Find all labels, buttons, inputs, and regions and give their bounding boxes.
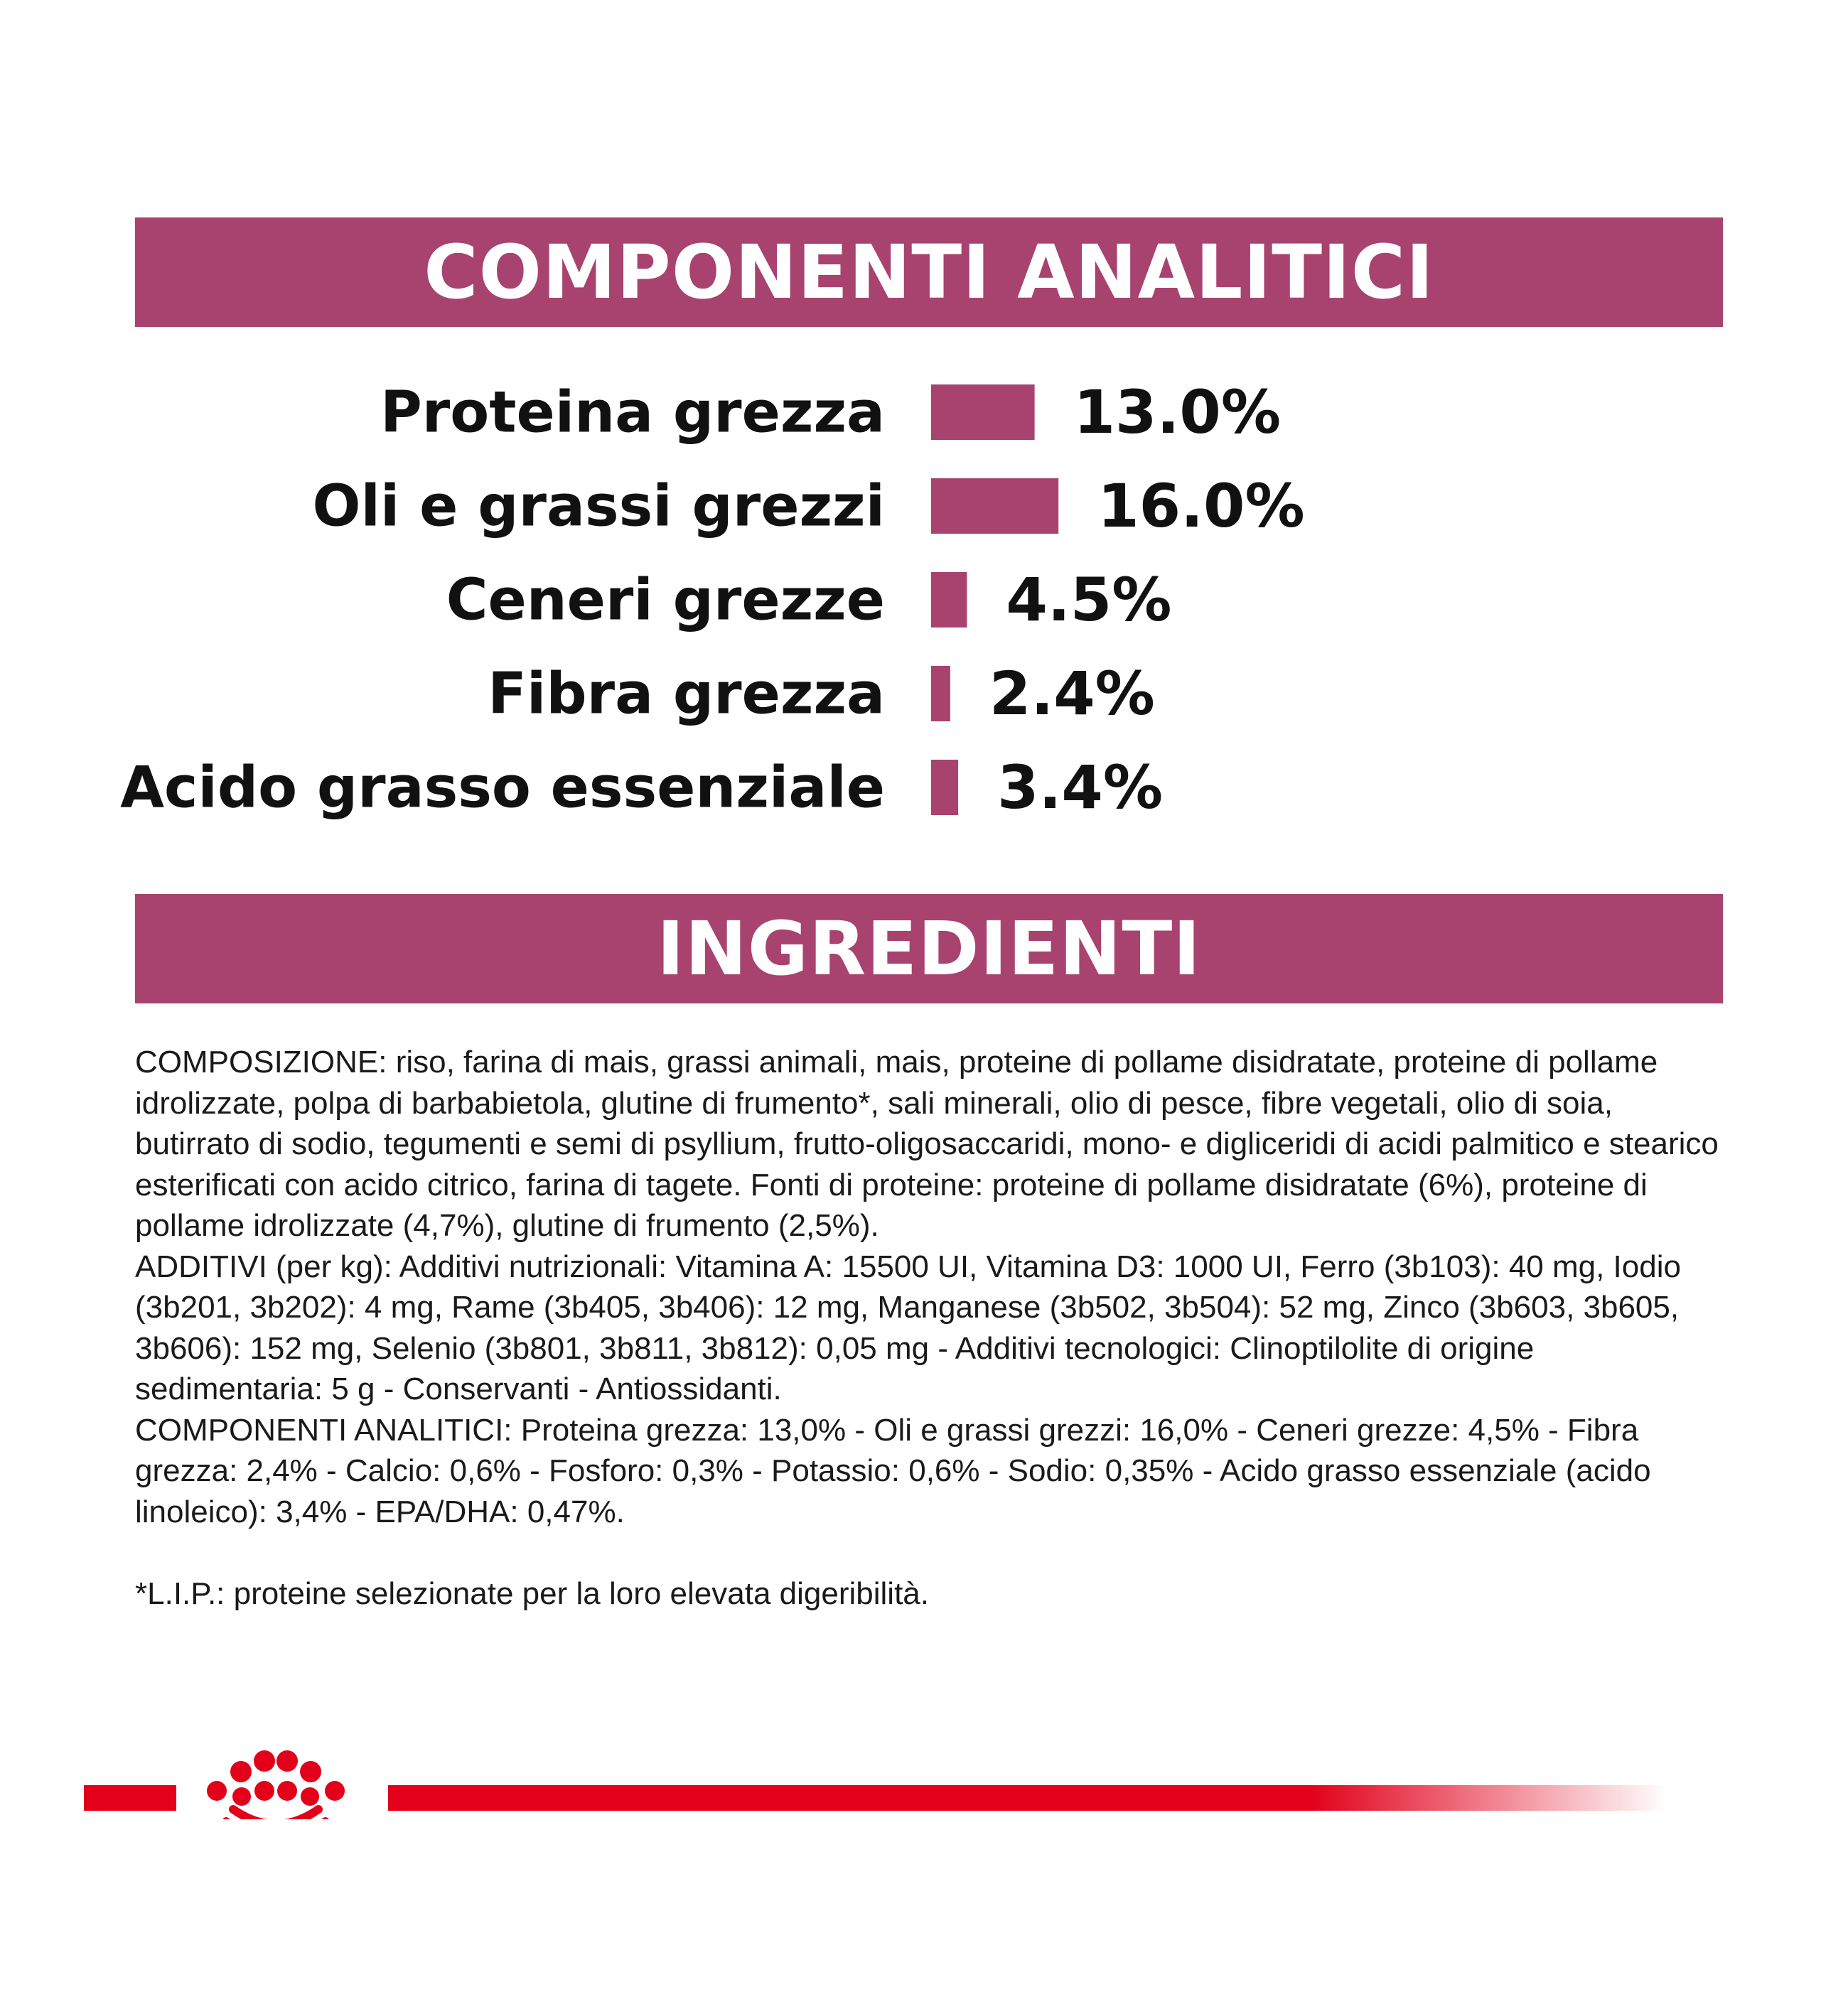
brand-line-left (84, 1785, 176, 1811)
ingredients-title: INGREDIENTI (657, 905, 1201, 992)
bar (931, 572, 967, 628)
category-label: Acido grasso essenziale (120, 754, 885, 821)
category-label: Ceneri grezze (446, 566, 885, 633)
category-label: Fibra grezza (488, 660, 885, 727)
value-label: 13.0% (1073, 377, 1282, 447)
bar (931, 384, 1035, 440)
brand-footer-bar (84, 1741, 1669, 1819)
lip-footnote: *L.I.P.: proteine selezionate per la loro elevata digeribilità. (135, 1576, 929, 1611)
analytics-bar-chart (0, 355, 1848, 853)
bar (931, 478, 1058, 534)
ingredients-header (135, 894, 1723, 1003)
analytics-header (135, 217, 1723, 327)
analytics-title: COMPONENTI ANALITICI (424, 229, 1434, 316)
bar (931, 666, 950, 721)
additives-paragraph: ADDITIVI (per kg): Additivi nutrizionali: Vitamina A: 15500 UI, Vitamina D3: 1000 UI, Ferro (3b103): 40 mg, Iodio (3b201, 3b202): 4 mg, Rame (3b405, 3b406): 12 mg, Manganese (3b502, 3b504): 52 mg, Zinco (3b603, 3b605, 3b606): 152 mg, Selenio (3b801, 3b811, 3b812): 0,05 mg - Additivi tecnologici: Clinoptilolite di origine sedimentaria: 5 g - Conservanti - Antiossidanti. (135, 1249, 1681, 1406)
bar (931, 760, 958, 815)
brand-line-right (388, 1785, 1667, 1811)
royal-canin-crown-icon (207, 1750, 345, 1819)
ingredients-text (135, 1042, 1727, 1615)
category-label: Oli e grassi grezzi (312, 473, 885, 539)
analytical-paragraph: COMPONENTI ANALITICI: Proteina grezza: 13,0% - Oli e grassi grezzi: 16,0% - Ceneri grezze: 4,5% - Fibra grezza: 2,4% - Calcio: 0,6% - Fosforo: 0,3% - Potassio: 0,6% - Sodio: 0,35% - Acido grasso essenziale (acido linoleico): 3,4% - EPA/DHA: 0,47%. (135, 1412, 1651, 1529)
value-label: 3.4% (997, 753, 1164, 822)
category-label: Proteina grezza (380, 379, 885, 446)
composition-paragraph: COMPOSIZIONE: riso, farina di mais, grassi animali, mais, proteine di pollame disidratate, proteine di pollame idrolizzate, polpa di barbabietola, glutine di frumento*, sali minerali, olio di pesce, fibre vegetali, olio di soia, butirrato di sodio, tegumenti e semi di psyllium, frutto-oligosaccaridi, mono- e digliceridi di acidi palmitico e stearico esterificati con acido citrico, farina di tagete. Fonti di proteine: proteine di pollame disidratate (6%), proteine di pollame idrolizzate (4,7%), glutine di frumento (2,5%). (135, 1045, 1719, 1243)
value-label: 4.5% (1006, 565, 1172, 635)
value-label: 16.0% (1097, 471, 1305, 541)
value-label: 2.4% (989, 659, 1155, 728)
